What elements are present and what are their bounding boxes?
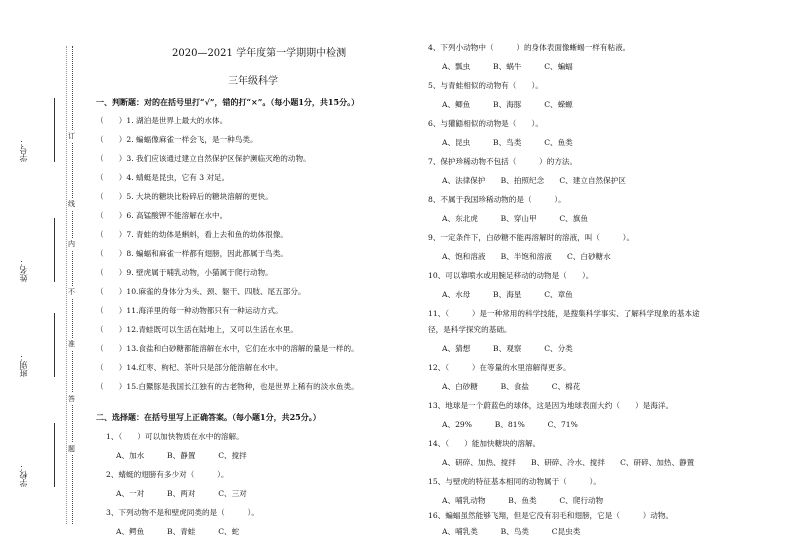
choice-question: 9、一定条件下，白砂糖不能再溶解时的溶液，叫（ ）。 xyxy=(428,233,635,242)
binding-margin xyxy=(0,38,80,538)
true-false-item: （ ）14.红枣、枸杞、茶叶只是部分能溶解在水中。 xyxy=(96,363,283,372)
true-false-item: （ ）5. 大块的糖块比粉碎后的糖块溶解的更快。 xyxy=(96,192,273,201)
school-field[interactable] xyxy=(18,423,78,487)
choice-question: 5、与青蛙相似的动物有（ ）。 xyxy=(428,81,543,90)
exam-title: 2020—2021 学年度第一学期期中检测 xyxy=(172,48,347,59)
choice-options: A、哺乳类 B、鸟类 C昆虫类 xyxy=(442,527,581,536)
choice-question: 15、与壁虎的特征基本相同的动物属于（ ）。 xyxy=(428,477,601,486)
true-false-item: （ ）1. 湖泊是世界上最大的水体。 xyxy=(96,116,228,125)
choice-options: A、加水 B、静置 C、搅拌 xyxy=(116,451,247,460)
student-number-line xyxy=(54,98,55,162)
choice-options: A、研碎、加热、搅拌 B、研碎、冷水、搅拌 C、研碎、加热、静置 xyxy=(442,458,695,467)
binding-char: 答 xyxy=(68,395,75,403)
name-line xyxy=(54,218,55,282)
choice-question: 13、地球是一个蔚蓝色的球体，这是因为地球表面大约（ ）是海洋。 xyxy=(428,401,674,410)
exam-subtitle: 三年级科学 xyxy=(228,76,278,87)
choice-options: A、一对 B、两对 C、三对 xyxy=(116,489,247,498)
binding-char: 线 xyxy=(68,200,75,208)
choice-question-continued: 径，是科学探究的基础。 xyxy=(428,325,512,334)
choice-question: 4、下列小动物中（ ）的身体表面像蜥蜴一样有粘液。 xyxy=(428,43,631,52)
binding-char: 准 xyxy=(68,340,75,348)
choice-question: 2、蜻蜓的翅膀有多少对（ ）。 xyxy=(106,470,229,479)
true-false-item: （ ）8. 蝙蝠和麻雀一样都有翅膀，因此都属于鸟类。 xyxy=(96,249,288,258)
true-false-item: （ ）3. 我们应该通过建立自然保护区保护濒临灭绝的动物。 xyxy=(96,154,311,163)
true-false-item: （ ）7. 青蛙的幼体是蝌蚪，看上去和鱼的幼体很像。 xyxy=(96,230,288,239)
choice-question: 6、与獾鼯相似的动物是（ ）。 xyxy=(428,119,543,128)
choice-options: A、猜想 B、观察 C、分类 xyxy=(442,344,573,353)
choice-question: 16、蝙蝠虽然能够飞翔，但是它没有羽毛和翅膀，它是（ ）动物。 xyxy=(428,511,674,520)
choice-options: A、哺乳动物 B、鱼类 C、爬行动物 xyxy=(442,496,604,505)
name-field[interactable] xyxy=(18,218,78,282)
choice-options: A、水母 B、海星 C、章鱼 xyxy=(442,290,573,299)
true-false-item: （ ）10.麻雀的身体分为头、颈、躯干、四肢、尾五部分。 xyxy=(96,287,306,296)
school-line xyxy=(54,423,55,487)
choice-options: A、白砂糖 B、食盐 C、棉花 xyxy=(442,382,581,391)
class-label: 班别： xyxy=(19,353,28,377)
choice-options: A、饱和溶液 B、半饱和溶液 C、白砂糖水 xyxy=(442,252,611,261)
choice-question: 1、（ ）可以加快物质在水中的溶解。 xyxy=(106,432,244,441)
choice-options: A、东北虎 B、穿山甲 C、旗鱼 xyxy=(442,214,588,223)
school-label: 学校： xyxy=(19,463,28,487)
name-label: 姓名： xyxy=(19,258,28,282)
choice-options: A、29% B、81% C、71% xyxy=(442,420,578,429)
true-false-item: （ ）15.白鱀豚是我国长江独有的古老物种，也是世界上稀有的淡水鱼类。 xyxy=(96,382,359,391)
section2-heading: 二、选择题：在括号里写上正确答案。（每小题1分，共25分。） xyxy=(96,412,321,422)
binding-char: 题 xyxy=(68,445,75,453)
choice-question: 7、保护珍稀动物不包括（ ）的方法。 xyxy=(428,157,578,166)
true-false-item: （ ）6. 高锰酸钾不能溶解在水中。 xyxy=(96,211,228,220)
choice-question: 3、下列动物不是和壁虎同类的是（ ）。 xyxy=(106,508,259,517)
binding-char: 内 xyxy=(68,240,75,248)
true-false-item: （ ）9. 壁虎属于哺乳动物，小猫属于爬行动物。 xyxy=(96,268,273,277)
choice-options: A、鳄鱼 B、青蛙 C、蛇 xyxy=(116,527,240,536)
binding-char: 不 xyxy=(68,288,75,296)
section1-heading: 一、判断题：对的在括号里打“√”，错的打“×”。（每小题1分，共15分。） xyxy=(96,97,360,107)
true-false-item: （ ）4. 蜻蜓是昆虫，它有 3 对足。 xyxy=(96,173,230,182)
choice-question: 11、（ ）是一种常用的科学技能，是搜集科学事实、了解科学现象的基本途 xyxy=(428,309,700,318)
true-false-item: （ ）12.青蛙既可以生活在陆地上，又可以生活在水里。 xyxy=(96,325,298,334)
binding-char: 订 xyxy=(68,132,75,140)
true-false-item: （ ）11.海洋里的每一种动物都只有一种运动方式。 xyxy=(96,306,283,315)
choice-question: 12、（ ）在等量的水里溶解得更多。 xyxy=(428,363,571,372)
choice-options: A、法律保护 B、拍照纪念 C、建立自然保护区 xyxy=(442,176,626,185)
choice-options: A、鲫鱼 B、海豚 C、蝾螈 xyxy=(442,100,573,109)
class-line xyxy=(54,313,55,377)
choice-question: 14、（ ）能加快糖块的溶解。 xyxy=(428,439,541,448)
choice-question: 10、可以靠喷水或用腕足移动的动物是（ ）。 xyxy=(428,271,594,280)
true-false-item: （ ）2. 蝙蝠像麻雀一样会飞，是一种鸟类。 xyxy=(96,135,258,144)
choice-options: A、瓢虫 B、蜗牛 C、蝙蝠 xyxy=(442,62,573,71)
true-false-item: （ ）13.食盐和白砂糖都能溶解在水中，它们在水中的溶解的量是一样的。 xyxy=(96,344,359,353)
choice-options: A、昆虫 B、鸟类 C、鱼类 xyxy=(442,138,573,147)
student-number-label: 学号： xyxy=(19,138,28,162)
choice-question: 8、不属于我国珍稀动物的是（ ）。 xyxy=(428,195,566,204)
